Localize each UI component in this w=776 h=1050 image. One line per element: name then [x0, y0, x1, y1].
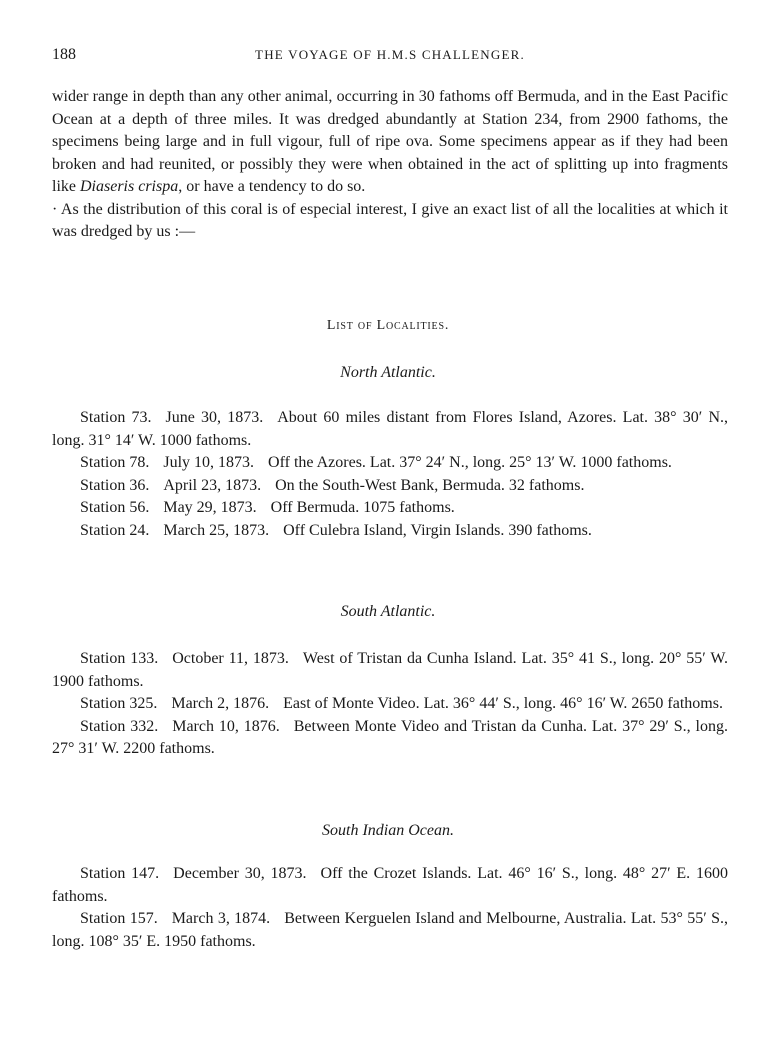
station-details: East of Monte Video. Lat. 36° 44′ S., long. 46° 16′ W. 2650 fathoms.: [283, 695, 723, 712]
station-details: About 60 miles distant from Flores Island, Azores. Lat. 38° 30′ N., long. 31° 14′ W. 1000 fathoms.: [52, 409, 729, 449]
station-number: Station 56.: [80, 499, 150, 516]
section-heading-south-indian-ocean: South Indian Ocean.: [322, 822, 454, 839]
station-entry: [52, 407, 728, 452]
station-date: April 23, 1873.: [163, 476, 262, 494]
station-entry: [52, 863, 728, 908]
south-atlantic-list: [52, 648, 728, 761]
page-header: [52, 46, 728, 66]
intro-text: [52, 86, 728, 244]
station-date: March 10, 1876.: [172, 717, 280, 735]
section-heading-south-atlantic: South Atlantic.: [340, 603, 436, 620]
page-number: 188: [52, 46, 76, 63]
station-details: Off Bermuda. 1075 fathoms.: [270, 499, 455, 516]
station-number: Station 332.: [80, 717, 159, 735]
station-number: Station 325.: [80, 695, 158, 712]
station-number: Station 36.: [80, 476, 150, 494]
station-date: October 11, 1873.: [172, 650, 289, 667]
intro-paragraph: [52, 86, 728, 199]
station-number: Station 133.: [80, 650, 159, 667]
station-details: Off Culebra Island, Virgin Islands. 390 fathoms.: [283, 521, 592, 539]
station-number: Station 73.: [80, 409, 152, 426]
station-number: Station 147.: [80, 865, 160, 882]
station-number: Station 24.: [80, 521, 150, 539]
station-date: December 30, 1873.: [173, 865, 307, 882]
station-entry: [52, 908, 728, 953]
station-date: May 29, 1873.: [163, 499, 257, 516]
station-entry: [52, 520, 728, 543]
station-date: March 2, 1876.: [171, 695, 270, 712]
intro-text-b: , or have a tendency to do so.: [178, 178, 366, 195]
station-date: March 25, 1873.: [163, 521, 270, 539]
station-details: On the South-West Bank, Bermuda. 32 fathoms.: [275, 476, 585, 494]
species-name: Diaseris crispa: [80, 178, 179, 195]
station-number: Station 157.: [80, 910, 158, 927]
station-entry: [52, 452, 728, 475]
station-details: West of Tristan da Cunha Island. Lat. 35° 41 S., long. 20° 55′ W. 1900 fathoms.: [52, 650, 729, 690]
station-details: Off the Azores. Lat. 37° 24′ N., long. 25° 13′ W. 1000 fathoms.: [268, 454, 672, 471]
station-entry: [52, 648, 728, 693]
station-details: Off the Crozet Islands. Lat. 46° 16′ S., long. 48° 27′ E. 1600 fathoms.: [52, 865, 728, 905]
distribution-paragraph: · As the distribution of this coral is of especial interest, I give an exact list of all the localities at which it was dredged by us :—: [52, 200, 728, 240]
running-title: THE VOYAGE OF H.M.S CHALLENGER.: [255, 47, 525, 62]
south-indian-ocean-list: [52, 863, 728, 953]
station-details: Between Kerguelen Island and Melbourne, Australia. Lat. 53° 55′ S., long. 108° 35′ E. 1950 fathoms.: [52, 910, 729, 950]
station-number: Station 78.: [80, 454, 150, 471]
station-details: Between Monte Video and Tristan da Cunha. Lat. 37° 29′ S., long. 27° 31′ W. 2200 fathoms.: [52, 717, 728, 757]
north-atlantic-list: [52, 407, 728, 542]
section-heading-north-atlantic: North Atlantic.: [340, 364, 436, 381]
station-date: July 10, 1873.: [163, 454, 255, 471]
station-entry: [52, 716, 728, 761]
station-date: March 3, 1874.: [171, 910, 271, 927]
station-entry: [52, 693, 728, 716]
list-title: List of Localities.: [326, 318, 450, 333]
station-entry: [52, 497, 728, 520]
station-entry: [52, 475, 728, 498]
intro-text-a: wider range in depth than any other animal, occurring in 30 fathoms off Bermuda, and in the East Pacific Ocean at a depth of three miles. It was dredged abundantly at Station 234, from 2900 fathoms, the specimens being large and in full vigour, full of ripe ova. Some specimens appear as if they had been broken and had reunited, or possibly they were when obtained in the act of splitting up into fragments like: [52, 88, 728, 195]
station-date: June 30, 1873.: [165, 409, 264, 426]
